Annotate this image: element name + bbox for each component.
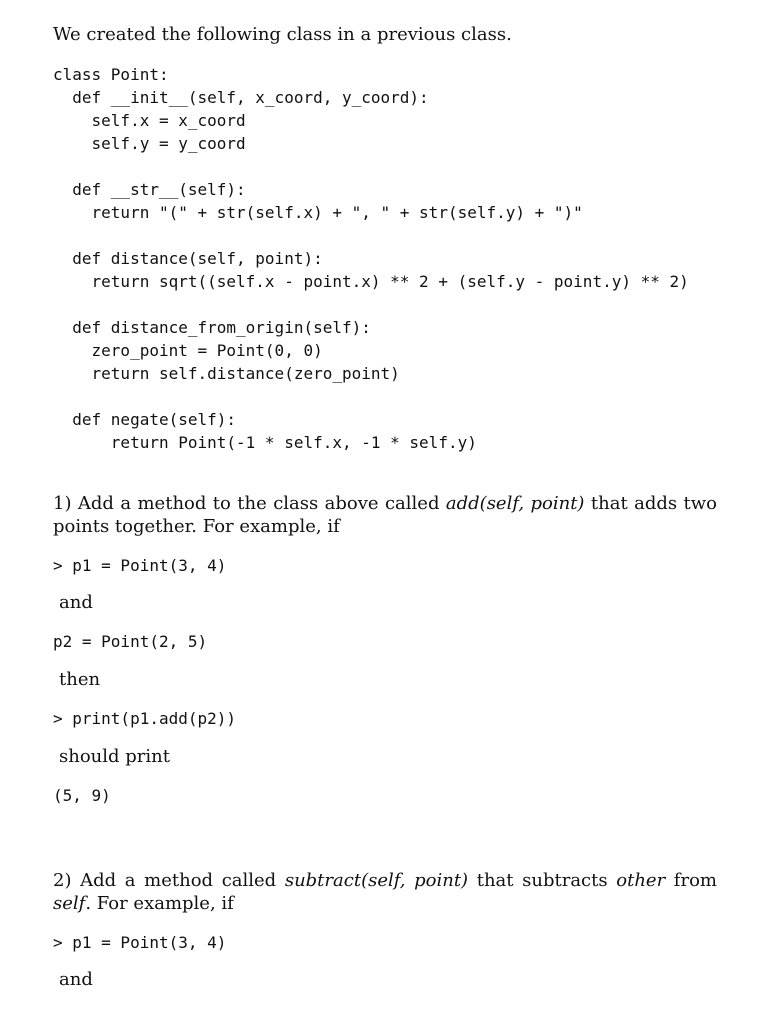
q2-other: other <box>616 870 666 891</box>
q1-method: add(self, point) <box>445 493 585 514</box>
code-line: return Point(-1 * self.x, -1 * self.y) <box>53 433 477 452</box>
q2-self: self <box>53 893 86 914</box>
code-line: def __str__(self): <box>53 180 246 199</box>
q1-example-p2: p2 = Point(2, 5) <box>53 632 208 651</box>
q2-method: subtract(self, point) <box>284 870 469 891</box>
code-line: zero_point = Point(0, 0) <box>53 341 323 360</box>
code-line: return "(" + str(self.x) + ", " + str(self.y) + ")" <box>53 203 583 222</box>
q2-middle: that subtracts <box>468 870 617 891</box>
code-line: def __init__(self, x_coord, y_coord): <box>53 88 429 107</box>
q1-should-print: should print <box>59 746 170 767</box>
code-line: class Point: <box>53 65 169 84</box>
q1-then: then <box>59 669 101 690</box>
code-line: def negate(self): <box>53 410 237 429</box>
q2-suffix: . For example, if <box>85 893 234 914</box>
q1-result: (5, 9) <box>53 786 111 805</box>
q1-example-p1: > p1 = Point(3, 4) <box>53 556 227 575</box>
code-line: self.y = y_coord <box>53 134 246 153</box>
q2-and: and <box>59 969 93 990</box>
code-line: self.x = x_coord <box>53 111 246 130</box>
q2-example-p1: > p1 = Point(3, 4) <box>53 933 227 952</box>
code-line: def distance_from_origin(self): <box>53 318 371 337</box>
q1-prefix: 1) Add a method to the class above called <box>53 493 446 514</box>
q1-suffix: that adds two points together. For example, if <box>53 493 717 537</box>
code-line: return sqrt((self.x - point.x) ** 2 + (self.y - point.y) ** 2) <box>53 272 689 291</box>
q2-prefix: 2) Add a method called <box>53 870 285 891</box>
q1-example-print: > print(p1.add(p2)) <box>53 709 237 728</box>
q1-and: and <box>59 592 93 613</box>
intro-text: We created the following class in a previous class. <box>53 24 512 45</box>
question-1-text <box>53 492 717 538</box>
code-line: return self.distance(zero_point) <box>53 364 400 383</box>
question-2-text <box>53 869 717 915</box>
q2-from: from <box>665 870 717 891</box>
code-line: def distance(self, point): <box>53 249 323 268</box>
